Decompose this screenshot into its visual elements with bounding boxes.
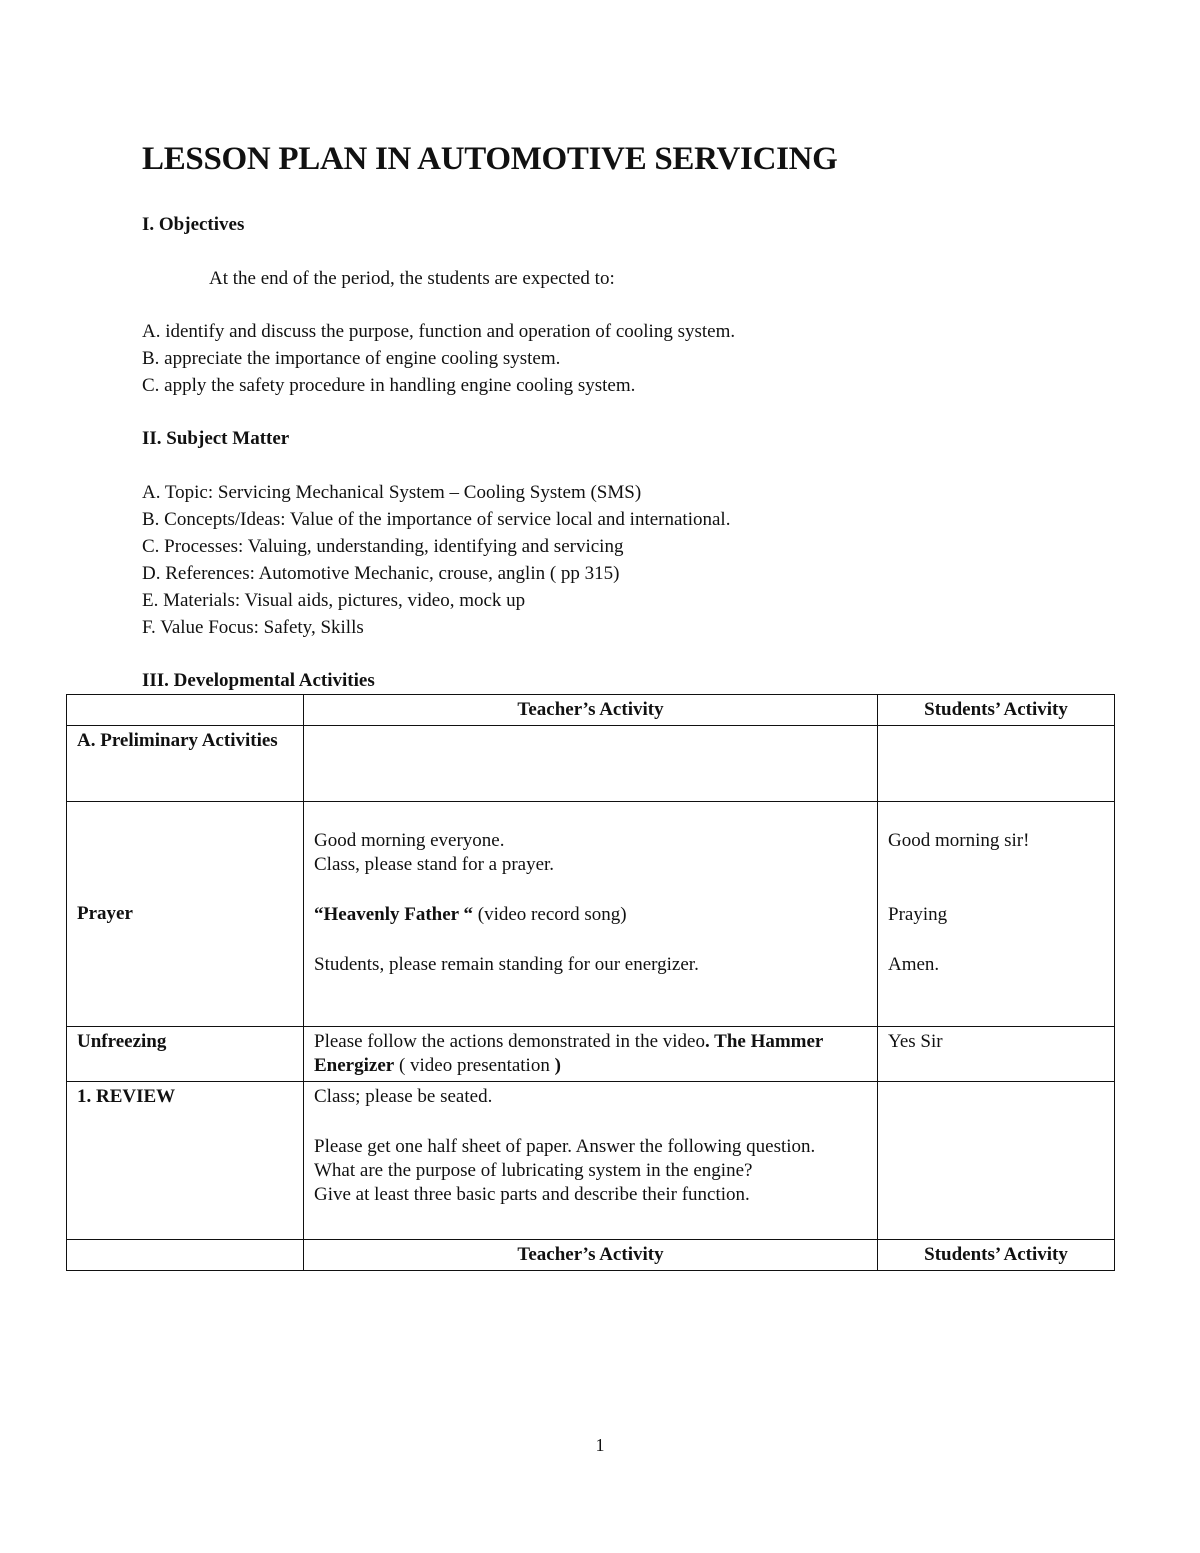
- subject-item: E. Materials: Visual aids, pictures, video, mock up: [142, 590, 526, 611]
- objective-item: B. appreciate the importance of engine cooling system.: [142, 348, 561, 369]
- unfreezing-teacher-cell: [304, 1027, 878, 1082]
- prayer-students-cell: [878, 802, 1115, 1027]
- objectives-heading: I. Objectives: [142, 214, 245, 235]
- subject-item: C. Processes: Valuing, understanding, identifying and servicing: [142, 536, 624, 557]
- teacher-line: Class; please be seated.: [314, 1086, 493, 1107]
- page-number: 1: [595, 1435, 605, 1455]
- footer-header-students: Students’ Activity: [878, 1240, 1115, 1271]
- objective-item: C. apply the safety procedure in handling engine cooling system.: [142, 375, 636, 396]
- prayer-teacher-cell: [304, 802, 878, 1027]
- unfreezing-students-cell: Yes Sir: [878, 1027, 1115, 1082]
- footer-empty-cell: [67, 1240, 304, 1271]
- table-footer-header-row: [67, 1240, 1115, 1271]
- developmental-heading: III. Developmental Activities: [142, 670, 375, 691]
- objective-item: A. identify and discuss the purpose, function and operation of cooling system.: [142, 321, 736, 342]
- student-line: Amen.: [888, 954, 940, 975]
- subject-item: B. Concepts/Ideas: Value of the importance of service local and international.: [142, 509, 731, 530]
- document-title: LESSON PLAN IN AUTOMOTIVE SERVICING: [142, 141, 838, 177]
- header-students: Students’ Activity: [878, 695, 1115, 726]
- table-row: [67, 726, 1115, 802]
- subject-item: D. References: Automotive Mechanic, crouse, anglin ( pp 315): [142, 563, 620, 584]
- table-row: [67, 802, 1115, 1027]
- review-label: 1. REVIEW: [67, 1082, 304, 1240]
- unfreezing-label: Unfreezing: [67, 1027, 304, 1082]
- teacher-line: What are the purpose of lubricating system in the engine?: [314, 1160, 753, 1181]
- preliminary-teacher-cell: [304, 726, 878, 802]
- footer-header-teacher: Teacher’s Activity: [304, 1240, 878, 1271]
- teacher-line: Please get one half sheet of paper. Answer the following question.: [314, 1136, 816, 1157]
- preliminary-students-cell: [878, 726, 1115, 802]
- student-line: Praying: [888, 904, 948, 925]
- table-header-row: [67, 695, 1115, 726]
- table-row: [67, 1027, 1115, 1082]
- song-line: [314, 903, 867, 927]
- prayer-label: Prayer: [67, 802, 304, 1027]
- song-title: “Heavenly Father “: [314, 904, 474, 925]
- teacher-line: Give at least three basic parts and describe their function.: [314, 1184, 750, 1205]
- teacher-line: Students, please remain standing for our energizer.: [314, 954, 699, 975]
- song-note: (video record song): [473, 904, 627, 925]
- review-teacher-cell: [304, 1082, 878, 1240]
- energizer-title: . The Hammer Energizer: [314, 1031, 824, 1076]
- activities-table: [66, 694, 1115, 1271]
- teacher-line: Good morning everyone.: [314, 830, 505, 851]
- preliminary-label: A. Preliminary Activities: [67, 726, 304, 802]
- header-empty-cell: [67, 695, 304, 726]
- objectives-intro: At the end of the period, the students are expected to:: [209, 268, 615, 289]
- review-students-cell: [878, 1082, 1115, 1240]
- subject-item: F. Value Focus: Safety, Skills: [142, 617, 364, 638]
- unfreezing-text: Please follow the actions demonstrated in the video: [314, 1031, 705, 1052]
- subject-item: A. Topic: Servicing Mechanical System – Cooling System (SMS): [142, 482, 642, 503]
- unfreezing-note: ( video presentation: [394, 1055, 555, 1076]
- table-row: [67, 1082, 1115, 1240]
- subject-matter-heading: II. Subject Matter: [142, 428, 290, 449]
- unfreezing-close: ): [554, 1055, 561, 1076]
- student-line: Good morning sir!: [888, 830, 1030, 851]
- teacher-line: Class, please stand for a prayer.: [314, 854, 555, 875]
- header-teacher: Teacher’s Activity: [304, 695, 878, 726]
